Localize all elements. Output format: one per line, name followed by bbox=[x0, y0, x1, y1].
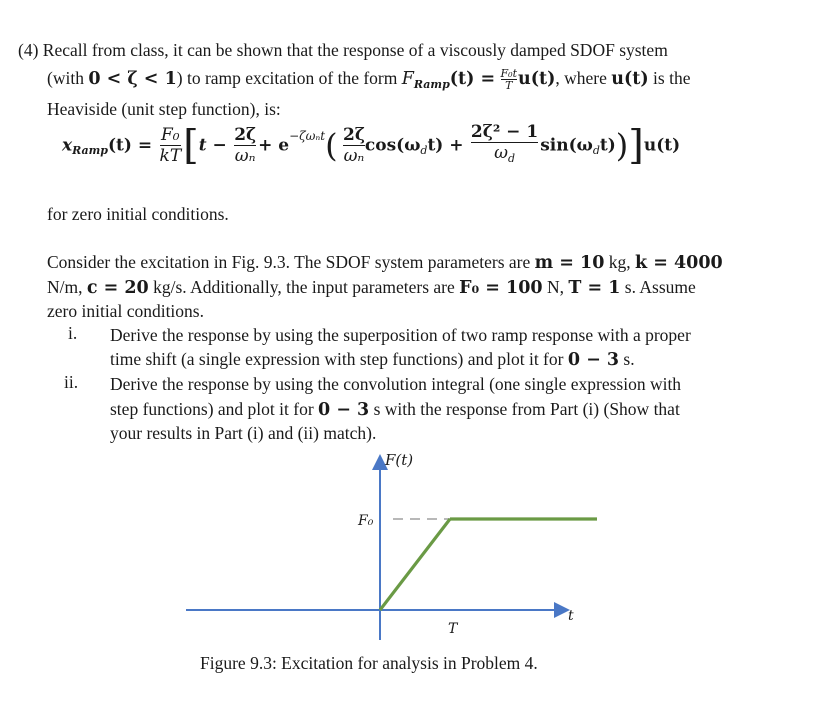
item-i-line2: time shift (a single expression with step functions) and plot it for 0 − 3 s. bbox=[110, 349, 635, 370]
y-axis-label: F(t) bbox=[385, 451, 414, 469]
item-ii-line2: step functions) and plot it for 0 − 3 s with the response from Part (i) (Show that bbox=[110, 399, 680, 420]
term1-fraction: $\frac{2\zeta}{\text{ωₙ}}$ bbox=[234, 125, 257, 166]
zero-conditions-text: for zero initial conditions. bbox=[47, 204, 229, 224]
item-i-number: i. bbox=[68, 323, 78, 343]
ramp-segment bbox=[380, 519, 450, 610]
problem-intro-line2: (with 0 < ζ < 1) to ramp excitation of the form $F_{Ramp}(t)$ = $\frac{\text{F₀t}}{T}$ u(t), where u(t) is the bbox=[47, 67, 691, 93]
consider-line1: Consider the excitation in Fig. 9.3. The SDOF system parameters are m = 10 kg, k = 4000 bbox=[47, 252, 723, 273]
item-ii-line1: Derive the response by using the convolution integral (one single expression with bbox=[110, 374, 682, 394]
figure-caption: Figure 9.3: Excitation for analysis in Problem 4. bbox=[200, 653, 538, 673]
T-label: T bbox=[448, 621, 458, 637]
intro-text: Recall from class, it can be shown that the response of a viscously damped SDOF system bbox=[42, 40, 668, 60]
item-i-line1: Derive the response by using the superposition of two ramp response with a proper bbox=[110, 325, 691, 345]
problem-intro-line3: Heaviside (unit step function), is: bbox=[47, 99, 281, 119]
ramp-fraction: $\frac{\text{F₀t}}{T}$ bbox=[500, 67, 518, 93]
problem-intro-line1 bbox=[18, 38, 668, 62]
F0-label: F₀ bbox=[358, 513, 374, 529]
term2-fraction: $\frac{2\zeta}{\text{ωₙ}}$ bbox=[343, 125, 365, 166]
F0-over-kT: $\frac{\text{F₀}}{kT}$ bbox=[159, 125, 182, 166]
consider-line2: N/m, c = 20 kg/s. Additionally, the input parameters are F₀ = 100 N, T = 1 s. Assume bbox=[47, 277, 696, 298]
x-axis-label: t bbox=[568, 608, 574, 624]
term3-fraction: $\frac{\text{2ζ² − 1}}{\omega_d}$ bbox=[471, 122, 538, 169]
ramp-response-equation: $x_{Ramp}(t)$ = $\frac{\text{F₀}}{kT}$ [t − $\frac{2\zeta}{\text{ωₙ}}$ + $e^{-\zeta\omega_nt}$( $\frac{2\zeta}{\text{ωₙ}}$ $\cos(\omega_dt)$ + $\frac{\text{2ζ² − 1}}{\omega_d}$ $\sin(\omega_dt))]u(t)$ bbox=[62, 122, 681, 169]
item-ii-number: ii. bbox=[64, 372, 79, 392]
problem-number: (4) bbox=[18, 40, 39, 60]
item-ii-line3: your results in Part (i) and (ii) match). bbox=[110, 423, 377, 443]
consider-line3: zero initial conditions. bbox=[47, 301, 204, 321]
